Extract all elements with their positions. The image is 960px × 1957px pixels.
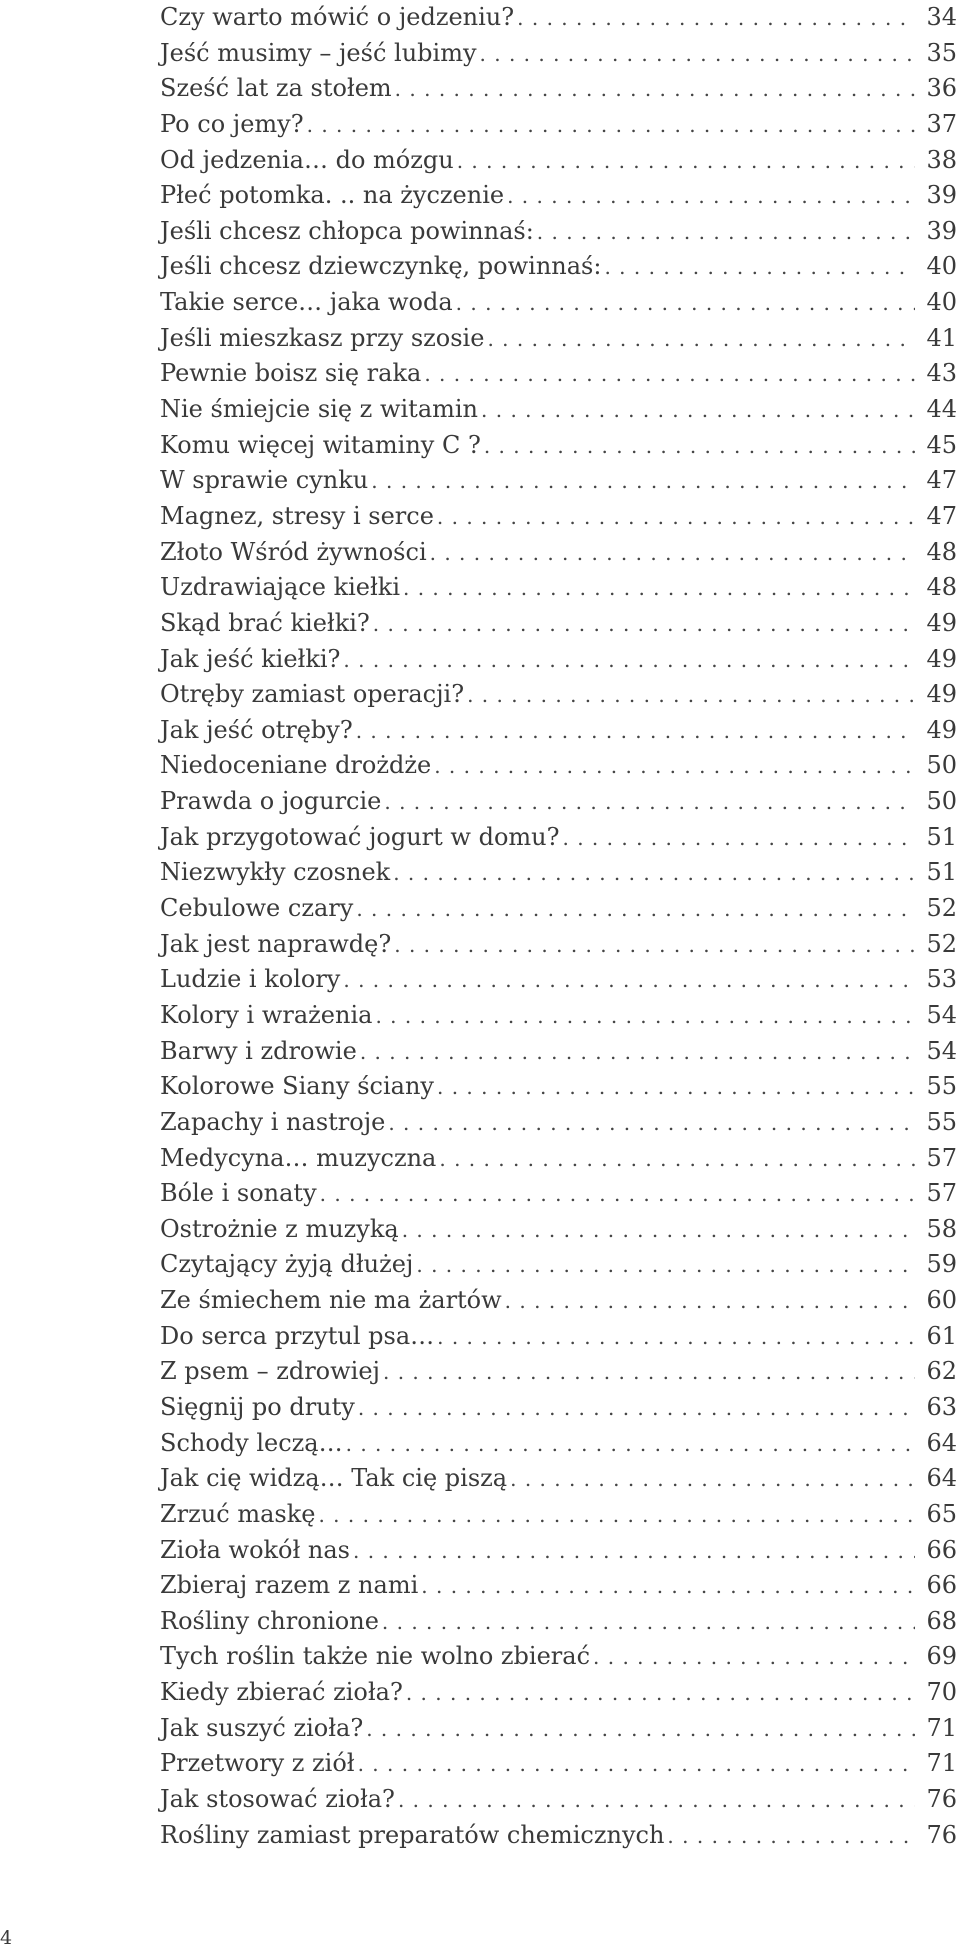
toc-entry-page-number: 60 — [926, 1286, 957, 1315]
toc-entry-page-number: 49 — [926, 680, 957, 709]
dot-leader — [424, 357, 915, 393]
toc-entry-title: Medycyna… muzyczna — [160, 1143, 437, 1172]
toc-entry — [160, 71, 957, 107]
toc-entry-title: Po co jemy? — [160, 109, 304, 138]
dot-leader — [481, 393, 915, 429]
toc-entry-title: Jak przygotować jogurt w domu? — [160, 822, 560, 851]
toc-entry — [160, 1141, 957, 1177]
toc-entry — [160, 784, 957, 820]
toc-entry-page-number: 64 — [926, 1464, 957, 1493]
toc-entry — [160, 1390, 957, 1426]
toc-entry-title: Czy warto mówić o jedzeniu? — [160, 3, 515, 31]
toc-entry-title: Zapachy i nastroje — [160, 1107, 386, 1136]
dot-leader — [356, 892, 915, 928]
toc-entry — [160, 1426, 957, 1462]
toc-entry-title: Zbieraj razem z nami — [160, 1571, 419, 1600]
toc-entry — [160, 107, 957, 143]
dot-leader — [395, 72, 915, 108]
toc-entry-title: Złoto Wśród żywności — [160, 537, 427, 566]
toc-entry — [160, 962, 957, 998]
dot-leader — [402, 1213, 915, 1249]
toc-entry-page-number: 64 — [926, 1428, 957, 1457]
toc-entry — [160, 1497, 957, 1533]
toc-entry-page-number: 55 — [926, 1107, 957, 1136]
toc-entry — [160, 748, 957, 784]
toc-entry-title: Barwy i zdrowie — [160, 1036, 357, 1065]
toc-entry — [160, 1568, 957, 1604]
dot-leader — [537, 215, 915, 251]
toc-entry-title: Ostrożnie z muzyką — [160, 1214, 399, 1243]
toc-entry-page-number: 66 — [926, 1571, 957, 1600]
toc-entry-page-number: 38 — [926, 145, 957, 174]
toc-entry-title: Pewnie boisz się raka — [160, 359, 422, 388]
toc-entry-page-number: 35 — [926, 38, 957, 67]
dot-leader — [593, 1640, 915, 1676]
toc-entry — [160, 1176, 957, 1212]
dot-leader — [416, 1248, 915, 1284]
toc-entry-title: Uzdrawiające kiełki — [160, 573, 400, 602]
toc-entry — [160, 428, 957, 464]
dot-leader — [320, 1177, 915, 1213]
toc-entry-page-number: 65 — [926, 1499, 957, 1528]
dot-leader — [421, 1569, 915, 1605]
toc-entry-page-number: 68 — [926, 1606, 957, 1635]
toc-entry-title: Do serca przytul psa… — [160, 1321, 435, 1350]
toc-entry-title: Tych roślin także nie wolno zbierać — [160, 1642, 591, 1671]
toc-entry-page-number: 57 — [926, 1143, 957, 1172]
toc-entry — [160, 1212, 957, 1248]
toc-entry-title: Kolorowe Siany ściany — [160, 1072, 434, 1101]
toc-entry-page-number: 76 — [926, 1785, 957, 1814]
toc-entry — [160, 392, 957, 428]
toc-entry-title: Kolory i wrażenia — [160, 1000, 373, 1029]
dot-leader — [484, 429, 915, 465]
dot-leader — [358, 1391, 915, 1427]
dot-leader — [480, 37, 915, 73]
toc-entry — [160, 36, 957, 72]
toc-entry-page-number: 61 — [926, 1321, 957, 1350]
toc-entry-page-number: 45 — [926, 430, 957, 459]
toc-entry — [160, 285, 957, 321]
dot-leader — [360, 1035, 915, 1071]
toc-entry-title: Jak stosować zioła? — [160, 1785, 395, 1814]
toc-entry-page-number: 48 — [926, 537, 957, 566]
toc-entry — [160, 463, 957, 499]
toc-entry — [160, 0, 957, 36]
toc-entry — [160, 321, 957, 357]
dot-leader — [434, 749, 915, 785]
dot-leader — [667, 1819, 915, 1855]
dot-leader — [487, 322, 915, 358]
toc-entry — [160, 677, 957, 713]
dot-leader — [343, 643, 915, 679]
toc-entry-page-number: 47 — [926, 466, 957, 495]
toc-entry — [160, 1639, 957, 1675]
toc-entry-title: Płeć potomka. .. na życzenie — [160, 181, 505, 210]
toc-entry-page-number: 50 — [926, 751, 957, 780]
toc-entry-page-number: 44 — [926, 395, 957, 424]
dot-leader — [406, 1676, 915, 1712]
toc-entry-title: Schody leczą… — [160, 1428, 343, 1457]
toc-entry-page-number: 47 — [926, 501, 957, 530]
dot-leader — [437, 500, 915, 536]
dot-leader — [384, 785, 915, 821]
dot-leader — [430, 536, 915, 572]
toc-entry-title: Jak jest naprawdę? — [160, 929, 392, 958]
toc-entry-page-number: 71 — [926, 1713, 957, 1742]
toc-entry-title: Jeść musimy – jeść lubimy — [160, 38, 477, 67]
toc-entry — [160, 820, 957, 856]
toc-entry — [160, 606, 957, 642]
toc-entry-title: Niezwykły czosnek — [160, 858, 391, 887]
toc-entry — [160, 713, 957, 749]
dot-leader — [437, 1320, 915, 1356]
dot-leader — [343, 963, 915, 999]
toc-entry-page-number: 53 — [926, 965, 957, 994]
toc-entry — [160, 499, 957, 535]
dot-leader — [457, 144, 915, 180]
toc-entry-title: Sześć lat za stołem — [160, 74, 392, 103]
toc-entry-page-number: 54 — [926, 1000, 957, 1029]
toc-entry — [160, 1319, 957, 1355]
toc-entry-page-number: 63 — [926, 1392, 957, 1421]
toc-entry-page-number: 59 — [926, 1250, 957, 1279]
dot-leader — [507, 179, 915, 215]
toc-entry — [160, 1105, 957, 1141]
toc-entry-page-number: 69 — [926, 1642, 957, 1671]
toc-entry — [160, 642, 957, 678]
toc-entry-page-number: 76 — [926, 1820, 957, 1849]
toc-entry — [160, 1533, 957, 1569]
dot-leader — [394, 928, 915, 964]
toc-entry — [160, 1782, 957, 1818]
page-number: 4 — [0, 1927, 13, 1949]
dot-leader — [366, 1712, 915, 1748]
toc-entry-title: Jeśli chcesz chłopca powinnaś: — [160, 216, 534, 245]
toc-entry-title: Prawda o jogurcie — [160, 787, 382, 816]
toc-entry — [160, 1461, 957, 1497]
toc-entry-title: Takie serce… jaka woda — [160, 288, 453, 317]
dot-leader — [517, 1, 915, 37]
dot-leader — [393, 856, 915, 892]
toc-entry-page-number: 62 — [926, 1357, 957, 1386]
toc-entry — [160, 927, 957, 963]
toc-entry-page-number: 41 — [926, 323, 957, 352]
toc-entry — [160, 570, 957, 606]
toc-entry — [160, 1034, 957, 1070]
dot-leader — [382, 1605, 915, 1641]
dot-leader — [403, 571, 915, 607]
toc-entry-title: Rośliny zamiast preparatów chemicznych — [160, 1820, 665, 1849]
dot-leader — [437, 1070, 915, 1106]
toc-entry-page-number: 55 — [926, 1072, 957, 1101]
toc-entry-title: Komu więcej witaminy C ? — [160, 430, 481, 459]
toc-entry — [160, 855, 957, 891]
dot-leader — [456, 286, 915, 322]
dot-leader — [510, 1462, 915, 1498]
toc-entry-page-number: 40 — [926, 288, 957, 317]
toc-entry — [160, 249, 957, 285]
toc-entry — [160, 1818, 957, 1854]
toc-entry-page-number: 70 — [926, 1678, 957, 1707]
dot-leader — [467, 678, 915, 714]
toc-entry-page-number: 39 — [926, 216, 957, 245]
toc-entry-page-number: 39 — [926, 181, 957, 210]
dot-leader — [346, 1427, 915, 1463]
toc-entry-title: Z psem – zdrowiej — [160, 1357, 380, 1386]
toc-entry-title: Magnez, stresy i serce — [160, 501, 434, 530]
toc-entry — [160, 214, 957, 250]
toc-entry-page-number: 37 — [926, 109, 957, 138]
toc-entry-title: Cebulowe czary — [160, 894, 354, 923]
toc-entry-title: Jak cię widzą… Tak cię piszą — [160, 1464, 508, 1493]
dot-leader — [307, 108, 915, 144]
toc-entry — [160, 1354, 957, 1390]
toc-entry — [160, 1283, 957, 1319]
toc-entry-page-number: 57 — [926, 1179, 957, 1208]
toc-entry-page-number: 48 — [926, 573, 957, 602]
dot-leader — [375, 999, 915, 1035]
dot-leader — [563, 821, 916, 857]
dot-leader — [318, 1498, 915, 1534]
toc-entry-title: Nie śmiejcie się z witamin — [160, 395, 479, 424]
toc-entry-title: Niedoceniane drożdże — [160, 751, 432, 780]
toc-entry-title: Jak jeść otręby? — [160, 715, 353, 744]
toc-entry-page-number: 71 — [926, 1749, 957, 1778]
toc-entry-title: Ze śmiechem nie ma żartów — [160, 1286, 502, 1315]
toc-entry-page-number: 51 — [926, 858, 957, 887]
toc-entry — [160, 535, 957, 571]
dot-leader — [358, 1747, 915, 1783]
toc-entry-title: Otręby zamiast operacji? — [160, 680, 465, 709]
dot-leader — [373, 607, 915, 643]
toc-entry-page-number: 43 — [926, 359, 957, 388]
toc-entry-title: Przetwory z ziół — [160, 1749, 355, 1778]
toc-entry — [160, 1604, 957, 1640]
toc-entry-title: Jak jeść kiełki? — [160, 644, 341, 673]
toc-entry-title: Od jedzenia… do mózgu — [160, 145, 454, 174]
dot-leader — [604, 250, 915, 286]
toc-entry-title: Bóle i sonaty — [160, 1179, 317, 1208]
toc-entry-page-number: 66 — [926, 1535, 957, 1564]
toc-entry-page-number: 36 — [926, 74, 957, 103]
toc-entry-page-number: 50 — [926, 787, 957, 816]
toc-entry-title: Czytający żyją dłużej — [160, 1250, 414, 1279]
toc-entry-page-number: 58 — [926, 1214, 957, 1243]
dot-leader — [356, 714, 915, 750]
toc-entry — [160, 998, 957, 1034]
toc-entry-page-number: 54 — [926, 1036, 957, 1065]
toc-entry-title: Sięgnij po druty — [160, 1392, 355, 1421]
toc-entry — [160, 1069, 957, 1105]
dot-leader — [505, 1284, 915, 1320]
toc-entry — [160, 1746, 957, 1782]
table-of-contents — [160, 0, 957, 1853]
toc-entry-title: W sprawie cynku — [160, 466, 369, 495]
toc-entry — [160, 356, 957, 392]
toc-entry-title: Jak suszyć zioła? — [160, 1713, 364, 1742]
toc-entry-page-number: 40 — [926, 252, 957, 281]
toc-entry-page-number: 49 — [926, 715, 957, 744]
toc-entry-page-number: 51 — [926, 822, 957, 851]
toc-entry-page-number: 52 — [926, 929, 957, 958]
toc-entry-page-number: 52 — [926, 894, 957, 923]
toc-entry-title: Jeśli chcesz dziewczynkę, powinnaś: — [160, 252, 602, 281]
toc-entry-title: Rośliny chronione — [160, 1606, 379, 1635]
dot-leader — [371, 464, 915, 500]
dot-leader — [398, 1783, 915, 1819]
toc-entry — [160, 143, 957, 179]
dot-leader — [353, 1534, 915, 1570]
toc-entry-page-number: 49 — [926, 644, 957, 673]
toc-entry-title: Jeśli mieszkasz przy szosie — [160, 323, 485, 352]
toc-entry-page-number: 34 — [926, 3, 957, 31]
toc-entry — [160, 1247, 957, 1283]
dot-leader — [439, 1142, 915, 1178]
toc-entry-title: Zioła wokół nas — [160, 1535, 350, 1564]
toc-entry-title: Ludzie i kolory — [160, 965, 341, 994]
toc-entry — [160, 1675, 957, 1711]
dot-leader — [383, 1355, 915, 1391]
toc-entry — [160, 178, 957, 214]
toc-entry-page-number: 49 — [926, 608, 957, 637]
toc-entry-title: Kiedy zbierać zioła? — [160, 1678, 403, 1707]
toc-entry — [160, 1711, 957, 1747]
dot-leader — [388, 1106, 915, 1142]
toc-entry — [160, 891, 957, 927]
toc-entry-title: Zrzuć maskę — [160, 1499, 316, 1528]
toc-entry-title: Skąd brać kiełki? — [160, 608, 370, 637]
